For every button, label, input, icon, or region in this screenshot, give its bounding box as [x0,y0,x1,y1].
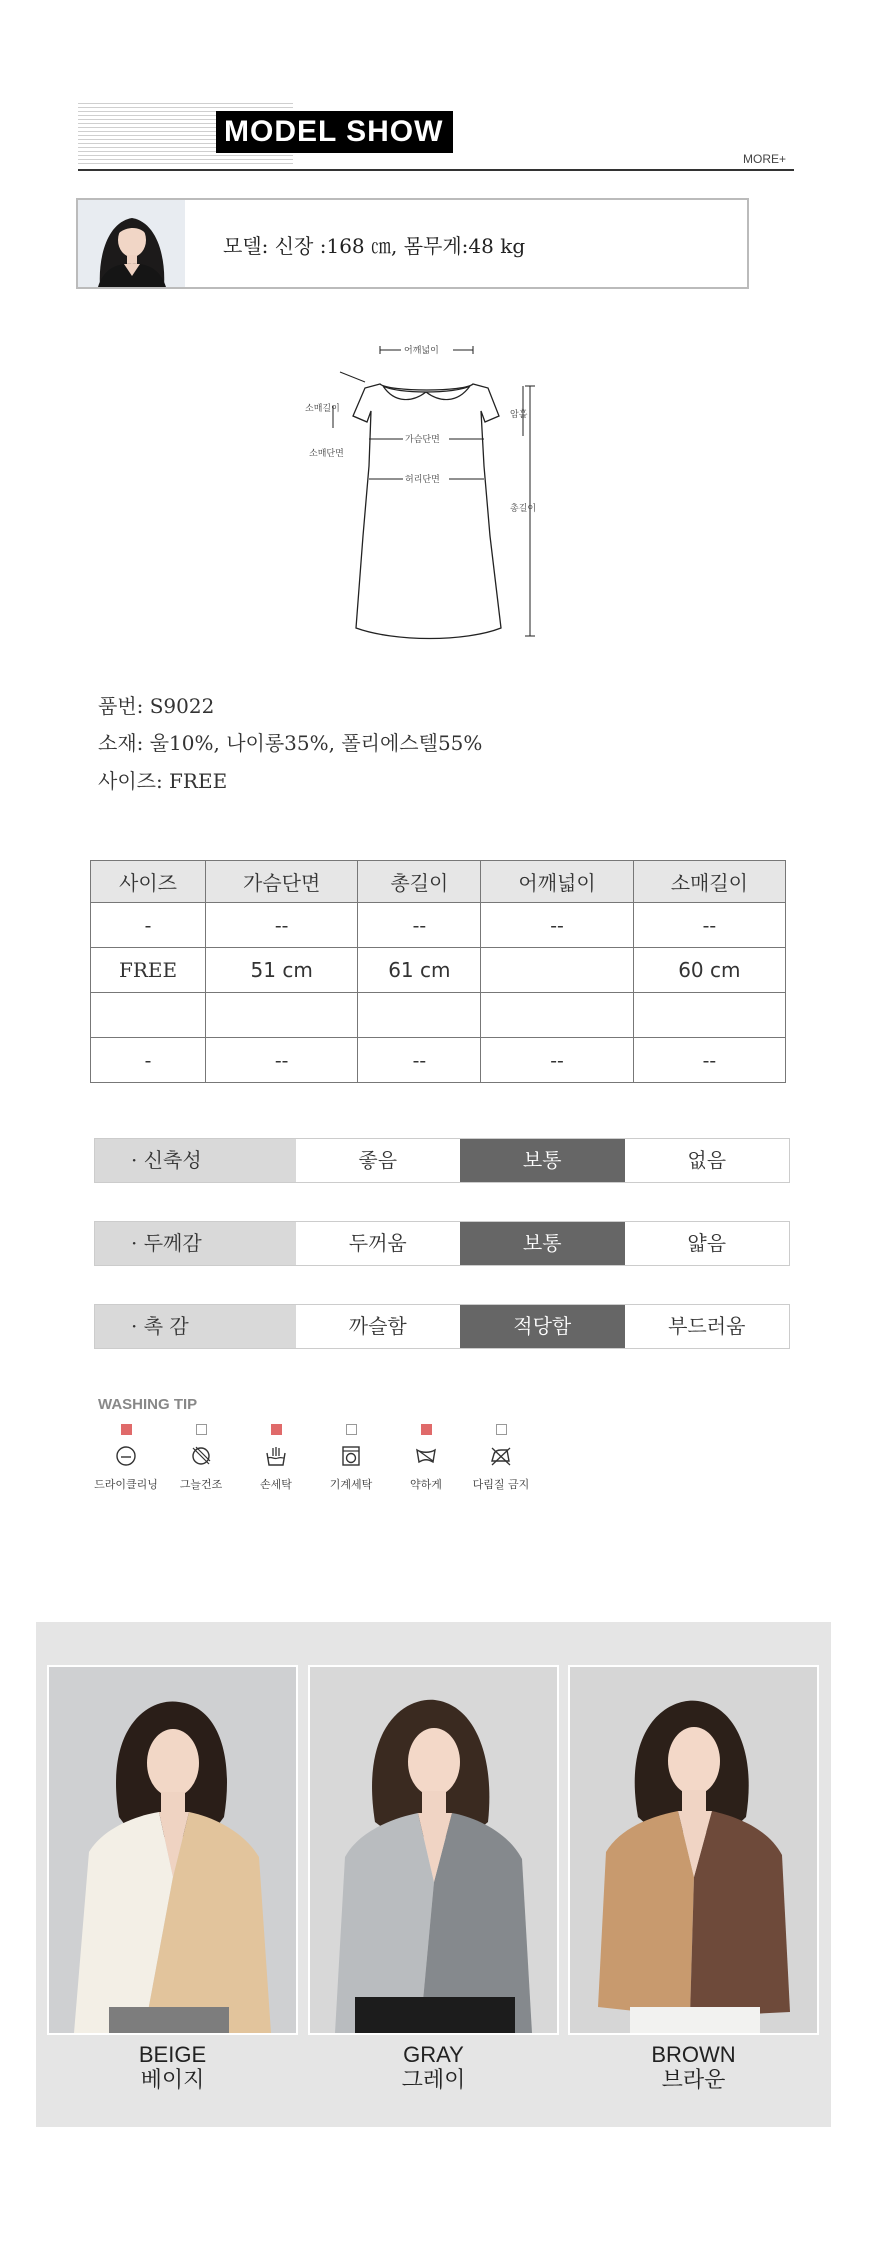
feature-label: · 신축성 [95,1139,296,1182]
table-cell: -- [206,903,358,948]
label-waist: 허리단면 [405,475,440,485]
color-name-brown [568,2042,819,2094]
color-card-beige[interactable] [47,1665,298,2035]
table-cell: - [91,903,206,948]
model-photo [78,200,185,287]
table-cell [91,993,206,1038]
wash-item-hand-wash [238,1424,314,1492]
feature-option-selected: 보통 [460,1139,625,1182]
feature-label: · 촉 감 [95,1305,296,1348]
check-box [346,1424,357,1435]
hand-wash-icon [264,1444,288,1468]
check-box [496,1424,507,1435]
size-table-header-cell: 총길이 [358,861,481,903]
section-title: MODEL SHOW [216,111,453,153]
label-sleeve-cuff: 소매단면 [309,449,344,459]
size-table-header-cell: 어깨넓이 [481,861,633,903]
check-box [196,1424,207,1435]
feature-label: · 두께감 [95,1222,296,1265]
table-cell [358,993,481,1038]
measurement-diagram [305,336,565,646]
wash-item-shade-dry [163,1424,239,1492]
washing-tip-title: WASHING TIP [98,1396,198,1413]
check-box [271,1424,282,1435]
table-cell: -- [633,903,785,948]
table-cell [206,993,358,1038]
table-cell [481,948,633,993]
table-cell: -- [358,1038,481,1083]
color-name-beige [47,2042,298,2094]
table-cell: -- [633,1038,785,1083]
header-divider [78,169,794,171]
table-cell: -- [206,1038,358,1083]
label-total-length: 총길이 [510,504,537,514]
table-row [91,903,786,948]
color-card-gray[interactable] [308,1665,559,2035]
wash-label: 약하게 [410,1478,442,1491]
feature-option: 두꺼움 [348,1231,407,1255]
table-row [91,993,786,1038]
wash-item-gentle [388,1424,464,1492]
wash-label: 손세탁 [260,1478,292,1491]
table-cell: 60 cm [633,948,785,993]
size-table-header-cell: 가슴단면 [206,861,358,903]
color-name-ko: 브라운 [661,2068,726,2093]
color-name-ko: 그레이 [401,2068,466,2093]
feature-row-thickness [94,1221,790,1266]
wash-item-machine-wash [313,1424,389,1492]
wash-label: 기계세탁 [329,1478,373,1491]
color-name-en: GRAY [403,2042,464,2067]
shade-dry-icon [189,1444,213,1468]
table-cell: -- [481,903,633,948]
table-cell [633,993,785,1038]
feature-row-texture [94,1304,790,1349]
feature-option: 까슬함 [348,1314,407,1338]
table-cell [481,993,633,1038]
check-box [121,1424,132,1435]
table-cell: -- [481,1038,633,1083]
table-cell: - [91,1038,206,1083]
machine-wash-icon [339,1444,363,1468]
color-name-gray [308,2042,559,2094]
feature-row-stretch [94,1138,790,1183]
color-gallery [36,1622,831,2127]
wash-item-no-iron [463,1424,539,1492]
size-table-header [91,861,786,903]
feature-option-selected: 적당함 [460,1305,625,1348]
model-measurements: 모델: 신장 :168 ㎝, 몸무게:48 kg [223,234,526,258]
color-name-en: BROWN [651,2042,736,2067]
gentle-icon [414,1444,438,1468]
label-sleeve-length: 소매길이 [305,404,340,414]
dry-clean-icon [114,1444,138,1468]
feature-option: 부드러움 [668,1314,746,1338]
feature-option: 좋음 [358,1148,398,1172]
check-box [421,1424,432,1435]
product-photo-brown [570,1667,817,2033]
size-table [90,860,786,1083]
product-size: 사이즈: FREE [98,769,228,793]
table-cell: 51 cm [206,948,358,993]
feature-option: 얇음 [687,1231,727,1255]
color-card-brown[interactable] [568,1665,819,2035]
table-cell: 61 cm [358,948,481,993]
product-photo-beige [49,1667,296,2033]
color-name-en: BEIGE [138,2042,207,2067]
table-cell: FREE [91,948,206,993]
label-chest: 가슴단면 [405,435,440,445]
wash-label: 다림질 금지 [472,1478,530,1491]
no-iron-icon [489,1444,513,1468]
table-row [91,948,786,993]
feature-option-selected: 보통 [460,1222,625,1265]
feature-option: 없음 [687,1148,727,1172]
product-photo-gray [310,1667,557,2033]
more-link[interactable]: MORE+ [743,152,787,166]
wash-label: 드라이클리닝 [94,1478,158,1491]
size-table-header-cell: 사이즈 [91,861,206,903]
size-table-header-cell: 소매길이 [633,861,785,903]
color-name-ko: 베이지 [140,2068,205,2093]
wash-label: 그늘건조 [179,1478,223,1491]
product-material: 소재: 울10%, 나이롱35%, 폴리에스텔55% [98,731,483,755]
product-code: 품번: S9022 [98,694,215,718]
wash-item-dry-clean [88,1424,164,1492]
label-shoulder: 어깨넓이 [404,346,439,356]
label-armhole: 암홀 [510,410,528,420]
table-row [91,1038,786,1083]
model-info-box [76,198,749,289]
table-cell: -- [358,903,481,948]
